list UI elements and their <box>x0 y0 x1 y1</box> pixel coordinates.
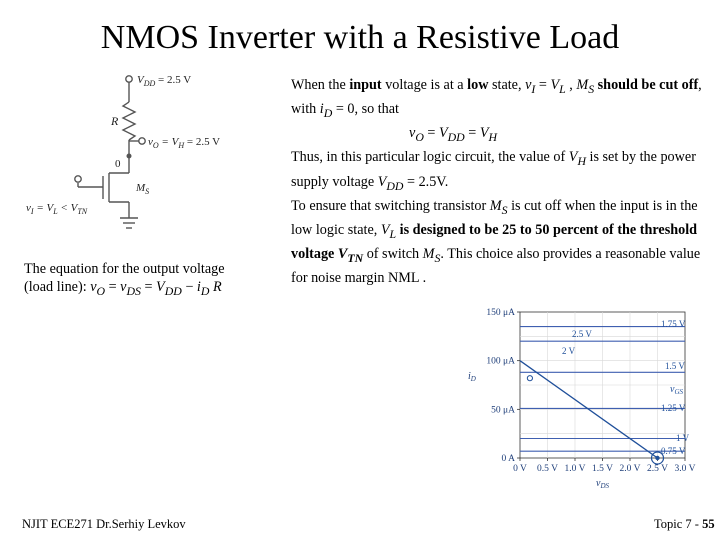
footer-page: Topic 7 - 55 <box>654 517 715 531</box>
svg-text:vI = VL < VTN: $v_I = V_L < V_{TN}$ <box>26 202 88 216</box>
load-line-formula: (load line): $v_O = v_{DS} = V_{DD} - i_D$ R <box>24 279 222 298</box>
y-tick-label: 0 A <box>501 454 515 464</box>
vdd-label: V <box>137 74 144 86</box>
x-tick-label: 1.5 V <box>592 464 613 474</box>
curve-label: 2.5 V <box>572 329 592 339</box>
y-tick-label: 50 μA <box>491 405 515 416</box>
curve-label: 1.25 V <box>661 403 686 413</box>
resistor-label: R <box>111 114 119 128</box>
x-tick-label: 2.5 V <box>647 464 668 474</box>
svg-text:VDD = 2.5 V: $V_{DD} = 2.5$ V <box>137 74 192 88</box>
equation-vo-vh: $v_O = V_{DD} = V_H$ <box>409 125 498 145</box>
vdd-terminal <box>126 76 132 82</box>
y-axis-label: $i_D$ <box>468 371 476 383</box>
svg-text:vO = VH = 2.5 V: $v_O = V_H = 2.5$ V <box>148 136 221 150</box>
x-tick-label: 3.0 V <box>674 464 696 474</box>
input-terminal <box>75 176 81 182</box>
slide-title: NMOS Inverter with a Resistive Load <box>100 19 620 56</box>
paragraph-vh: Thus, in this particular logic circuit, the value of $V_H$ is set by the power supply voltage $V_{DD} = 2.5V$. <box>291 149 696 193</box>
curve-label: 0.75 V <box>661 446 686 456</box>
svg-text:MS: $M_S$ <box>136 182 150 196</box>
operating-point-high <box>655 456 659 460</box>
curve-label: 2 V <box>562 346 576 356</box>
x-axis-label: $v_{DS}$ <box>595 478 610 490</box>
footer-course: NJIT ECE271 Dr.Serhiy Levkov <box>22 517 186 531</box>
x-tick-label: 0.5 V <box>537 464 558 474</box>
vgs-label: $v_{GS}$ <box>670 384 684 396</box>
load-line-caption: The equation for the output voltage <box>24 261 225 277</box>
output-terminal <box>139 138 145 144</box>
y-tick-label: 150 μA <box>486 308 515 318</box>
paragraph-cutoff: When the input voltage is at a low state, $v_I = V_L$ , $M_S$ should be cut off, with $i_D = 0$, so that <box>291 77 702 120</box>
x-tick-label: 0 V <box>513 464 527 474</box>
ms-label: M <box>136 182 146 194</box>
curve-label: 1 V <box>676 433 690 443</box>
paragraph-vl-design: To ensure that switching transistor $M_S$ is cut off when the input is in the low logic state, $V_L$ is designed to be 25 to 50 percent of the threshold voltage $V_{TN}$ of switch $M_S$. This choice also provides a reasonable value for noise margin NML . <box>291 197 701 286</box>
curve-label: 1.75 V <box>661 319 686 329</box>
x-tick-label: 2.0 V <box>619 464 641 474</box>
nmos-output-characteristics-chart <box>462 300 702 496</box>
vi-label: v <box>26 202 31 214</box>
vo-label: v <box>148 136 153 148</box>
y-tick-label: 100 μA <box>486 356 515 367</box>
curve-label: 1.5 V <box>665 361 685 371</box>
x-tick-label: 1.0 V <box>564 464 586 474</box>
nmos-inverter-schematic <box>24 66 280 246</box>
explanation-text <box>291 75 705 288</box>
load-line-equation <box>24 260 304 300</box>
zero-current-label: 0 <box>115 158 121 170</box>
resistor-r <box>123 102 135 140</box>
